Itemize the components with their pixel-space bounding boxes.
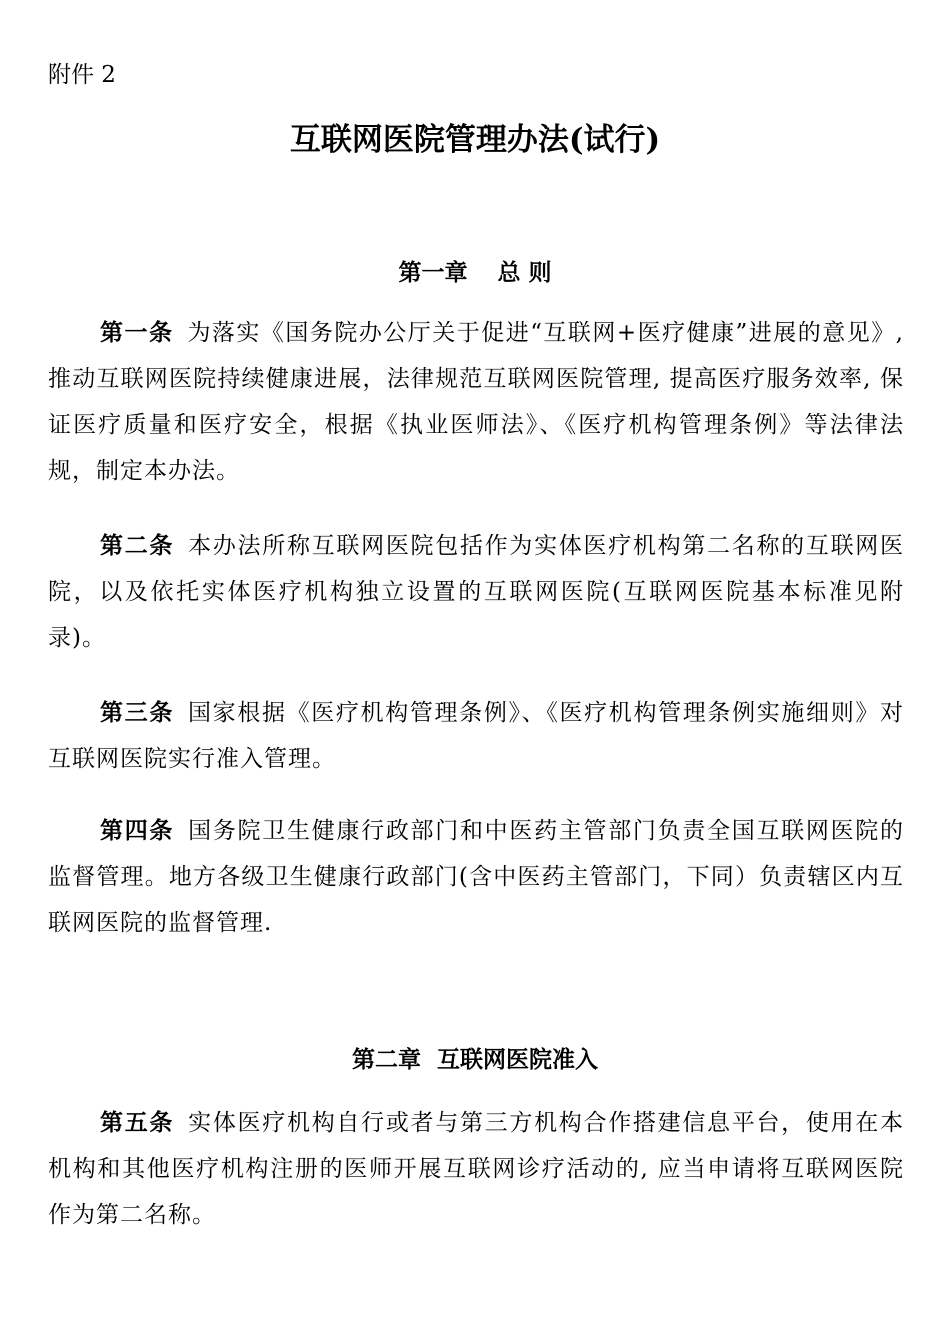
- article-text: 本办法所称互联网医院包括作为实体医疗机构第二名称的互联网医院，以及依托实体医疗机构独立设置的互联网医院(互联网医院基本标准见附录)。: [48, 533, 905, 651]
- chapter-number: 第一章: [398, 259, 468, 286]
- article-label: 第一条: [100, 319, 174, 346]
- chapter-heading: [0, 1043, 950, 1077]
- attachment-label: 附件 2: [48, 62, 116, 88]
- document-title: 互联网医院管理办法(试行): [289, 122, 661, 158]
- chapter-heading: [0, 256, 950, 290]
- article: [48, 1100, 904, 1238]
- article-label: 第四条: [100, 817, 175, 844]
- chapter-name: 互联网医院准入: [437, 1046, 598, 1073]
- article-text: 为落实《国务院办公厅关于促进“互联网+医疗健康”进展的意见》, 推动互联网医院持续健康进展，法律规范互联网医院管理, 提高医疗服务效率, 保证医疗质量和医疗安全，根据《执业医师法》、《医疗机构管理条例》等法律法规，制定本办法。: [48, 320, 904, 484]
- article: [48, 808, 904, 946]
- chapter-name: 总 则: [497, 259, 552, 286]
- article-label: 第五条: [100, 1109, 175, 1136]
- article-label: 第三条: [100, 699, 174, 726]
- article-label: 第二条: [100, 532, 175, 559]
- article: [48, 523, 904, 661]
- chapter-number: 第二章: [352, 1046, 421, 1073]
- article-text: 国家根据《医疗机构管理条例》、《医疗机构管理条例实施细则》对互联网医院实行准入管理。: [48, 700, 904, 772]
- article: [48, 690, 904, 782]
- article-text: 国务院卫生健康行政部门和中医药主管部门负责全国互联网医院的监督管理。地方各级卫生健康行政部门(含中医药主管部门，下同）负责辖区内互联网医院的监督管理.: [48, 818, 905, 936]
- article-text: 实体医疗机构自行或者与第三方机构合作搭建信息平台，使用在本机构和其他医疗机构注册的医师开展互联网诊疗活动的, 应当申请将互联网医院作为第二名称。: [48, 1110, 905, 1228]
- article: [48, 310, 904, 494]
